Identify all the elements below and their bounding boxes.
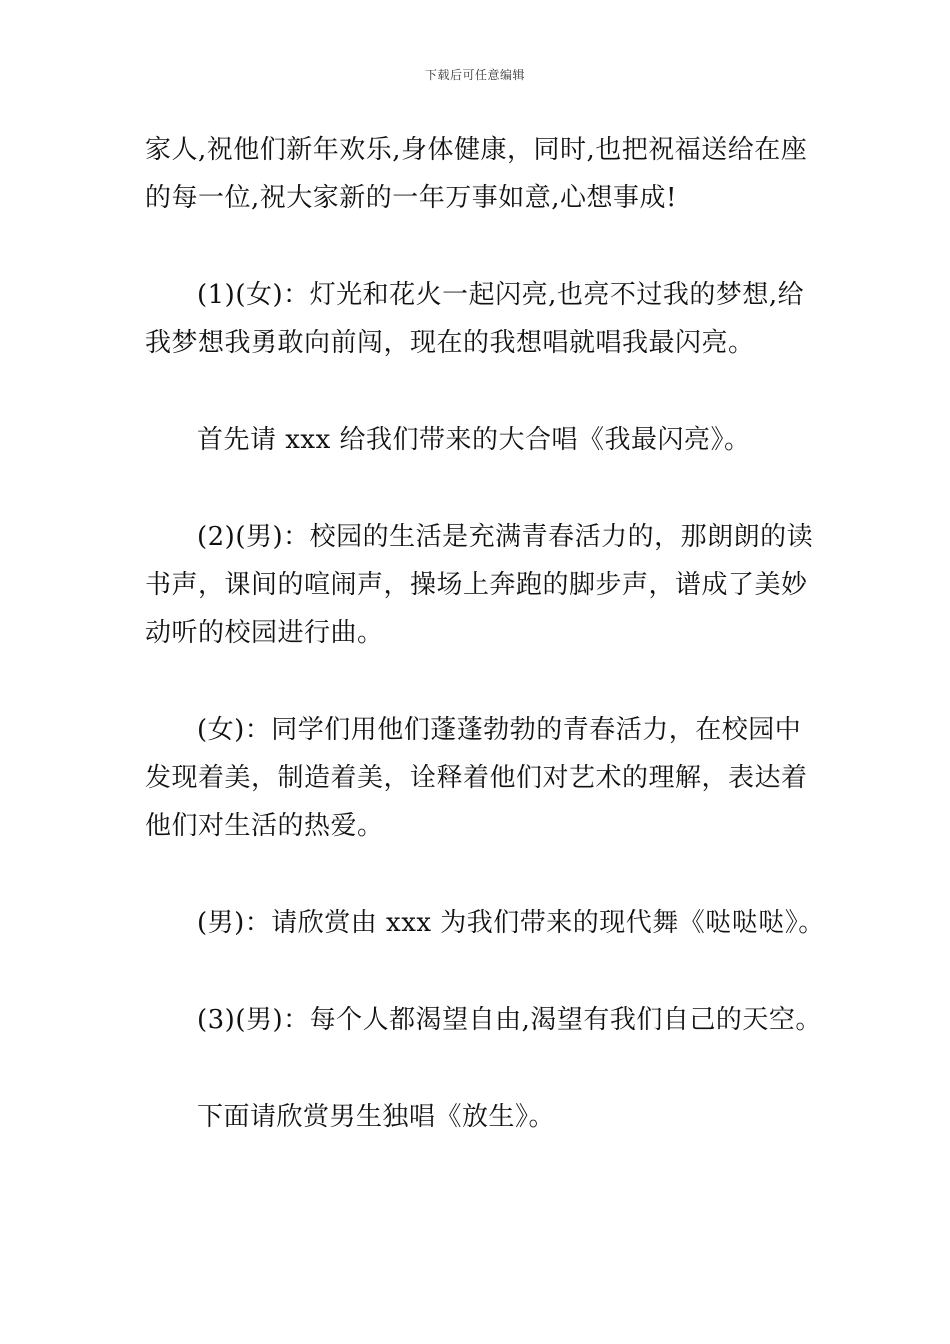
text-line: 发现着美，制造着美，诠释着他们对艺术的理解，表达着 [145, 763, 808, 793]
text-line: 书声，课间的喧闹声，操场上奔跑的脚步声，谱成了美妙 [145, 570, 808, 600]
text-line: 首先请 xxx 给我们带来的大合唱《我最闪亮》。 [197, 425, 751, 455]
text-line: 我梦想我勇敢向前闯，现在的我想唱就唱我最闪亮。 [145, 328, 755, 358]
text-line: 他们对生活的热爱。 [145, 811, 384, 841]
paragraph [145, 899, 825, 947]
paragraph [145, 416, 810, 464]
text-line: (2)(男)：校园的生活是充满青春活力的，那朗朗的读 [197, 522, 814, 552]
document-body [145, 126, 825, 1141]
text-line: 下面请欣赏男生独唱《放生》。 [197, 1102, 556, 1132]
paragraph [145, 271, 810, 367]
paragraph [145, 126, 810, 222]
page-header: 下载后可任意编辑 [424, 68, 525, 82]
text-line: (3)(男)：每个人都渴望自由,渴望有我们自己的天空。 [197, 1005, 822, 1035]
text-line: 的每一位,祝大家新的一年万事如意,心想事成! [145, 183, 677, 213]
paragraph [145, 513, 814, 657]
text-line: (1)(女)：灯光和花火一起闪亮,也亮不过我的梦想,给 [197, 280, 805, 310]
paragraph [145, 1093, 810, 1141]
text-line: (女)：同学们用他们蓬蓬勃勃的青春活力，在校园中 [197, 715, 802, 745]
text-line: 家人,祝他们新年欢乐,身体健康，同时,也把祝福送给在座 [145, 135, 808, 165]
paragraph [145, 996, 822, 1044]
text-line: 动听的校园进行曲。 [145, 618, 384, 648]
text-line: (男)：请欣赏由 xxx 为我们带来的现代舞《哒哒哒》。 [197, 908, 825, 938]
paragraph [145, 706, 810, 850]
